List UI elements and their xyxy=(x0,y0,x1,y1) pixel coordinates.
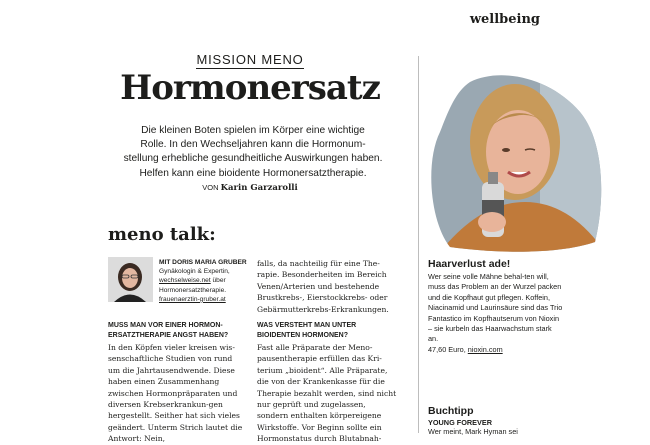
answer-text: Fast alle Präparate der Meno-pausentherapie erfüllen das Kri-terium „bioident“. Alle Präparate, die von der Krankenkasse für die Therapie bezahlt werden, sind nicht nur geprüft und zugelassen, sondern enthalten körpereigene Wirkstoffe. Vor Beginn sollte ein Hormonstatus durch Blutabnah- xyxy=(257,343,397,444)
interview-column-2-top: falls, da nachteilig für eine The-rapie. Besonderheiten im Bereich Venen/Arterien und bestehende Brustkrebs-, Eierstockkrebs- oder Gebärmutterkrebs-Erkrankungen. xyxy=(257,259,389,314)
article-kicker: MISSION MENO xyxy=(196,52,304,67)
interview-column-2 xyxy=(257,321,397,444)
sidebar-hair-title: Haarverlust ade! xyxy=(428,258,511,270)
book-text: Wer meint, Mark Hyman sei xyxy=(428,427,518,436)
answer-text: In den Köpfen vieler kreisen wis-senschaftliche Studien von rund um die Jahrtausendwende. Diese haben einen Zusammenhang zwischen Hormonpräparaten und diversen Krebserkrankun-gen hergestellt. Seither hat sich vieles geändert. Unterm Strich lautet die Antwort: Nein, xyxy=(108,343,243,444)
section-label: wellbeing xyxy=(469,12,540,27)
byline: VON Karin Garzarolli xyxy=(202,183,298,193)
question-heading: MUSS MAN VOR EINER HORMON-ERSATZTHERAPIE ANGST HABEN? xyxy=(108,322,229,339)
book-subtitle: YOUNG FOREVER xyxy=(428,418,493,427)
interview-column-1 xyxy=(108,321,246,444)
expert-photo xyxy=(108,257,153,302)
expert-practice-link[interactable]: frauenaerztin-gruber.at xyxy=(159,295,226,303)
article-lead: Die kleinen Boten spielen im Körper eine wichtige Rolle. In den Wechseljahren kann die Hormonum- stellung erhebliche gesundheitliche Auswirkungen haben. Helfen kann eine bioidente Hormonersatztherapie. xyxy=(123,125,383,179)
column-divider xyxy=(418,56,419,433)
nioxin-link[interactable]: nioxin.com xyxy=(467,344,503,354)
sidebar-book-title: Buchtipp xyxy=(428,405,474,417)
meno-talk-title: meno talk: xyxy=(108,224,216,245)
expert-info: MIT DORIS MARIA GRUBER Gynäkologin & Expertin, wechselweise.net über Hormonersatztherapie. frauenaerztin-gruber.at xyxy=(159,258,254,304)
sidebar-hair-text: Wer seine volle Mähne behal-ten will, muss das Problem an der Wurzel packen und die Kopfhaut gut pflegen. Koffein, Niacinamid und Laurinsäure sind das Trio Fantastico im Kopfhautserum von Nioxin – sie kurbeln das Haarwachstum stark an. 47,60 Euro, nioxin.com xyxy=(428,272,563,354)
article-title: Hormonersatz xyxy=(120,68,380,108)
expert-website-link[interactable]: wechselweise.net xyxy=(159,277,211,285)
question-heading: WAS VERSTEHT MAN UNTER BIOIDENTEN HORMONEN? xyxy=(257,322,357,339)
product-model-photo xyxy=(430,72,605,252)
